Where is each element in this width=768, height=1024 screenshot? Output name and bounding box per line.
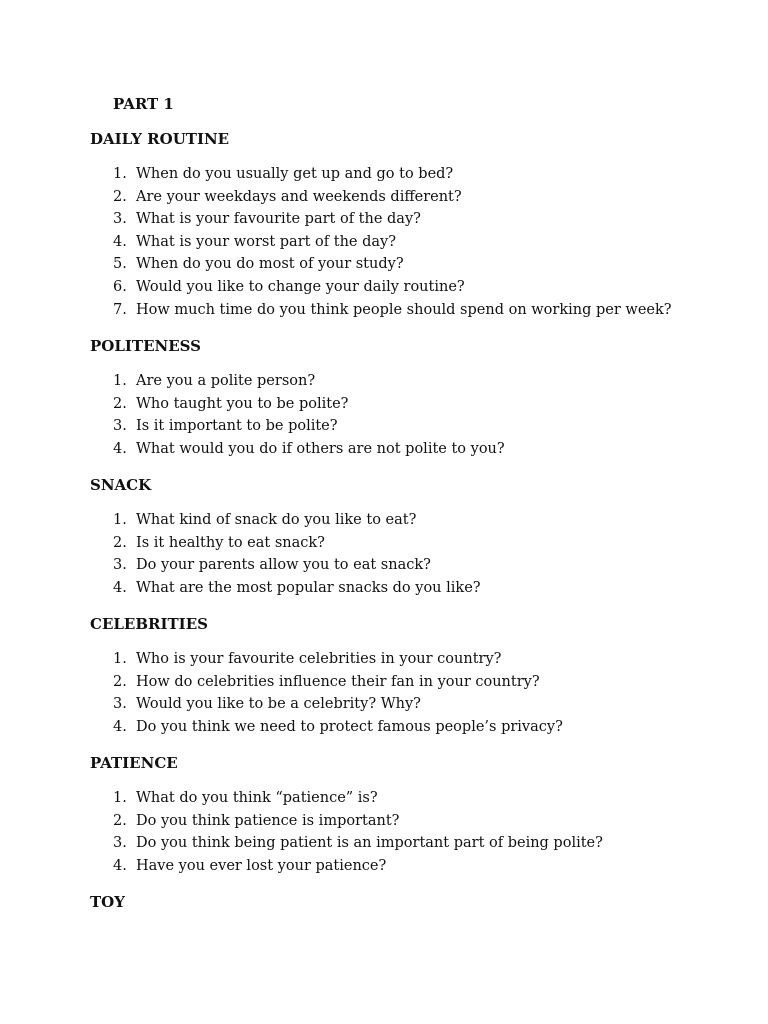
- question-number: 3.: [113, 696, 127, 713]
- question-number: 2.: [113, 395, 127, 412]
- question-text: Do you think being patient is an important part of being polite?: [136, 835, 603, 852]
- section-heading-toy: TOY: [90, 893, 125, 911]
- question-number: 1.: [113, 373, 127, 389]
- question-text: What is your favourite part of the day?: [136, 211, 421, 228]
- question-text: Who taught you to be polite?: [136, 395, 349, 412]
- question-text: When do you usually get up and go to bed?: [136, 166, 454, 182]
- question-number: 2.: [113, 534, 127, 551]
- question-text: Do you think we need to protect famous people’s privacy?: [136, 718, 563, 735]
- question-number: 4.: [113, 579, 127, 596]
- question-number: 4.: [113, 857, 127, 874]
- section-heading-politeness: POLITENESS: [90, 337, 201, 355]
- question-number: 3.: [113, 418, 127, 435]
- question-text: Is it healthy to eat snack?: [136, 534, 325, 551]
- question-text: Are your weekdays and weekends different?: [136, 188, 462, 205]
- question-text: What are the most popular snacks do you like?: [136, 579, 481, 596]
- section-heading-snack: SNACK: [90, 476, 152, 494]
- question-text: How do celebrities influence their fan in your country?: [136, 673, 540, 690]
- question-number: 4.: [113, 440, 127, 457]
- question-text: Have you ever lost your patience?: [136, 857, 387, 874]
- question-number: 3.: [113, 557, 127, 574]
- section-heading-daily-routine: DAILY ROUTINE: [90, 130, 230, 148]
- question-text: What do you think “patience” is?: [136, 790, 378, 806]
- question-number: 5.: [113, 256, 127, 273]
- question-number: 1.: [113, 166, 127, 182]
- question-number: 2.: [113, 812, 127, 829]
- question-number: 3.: [113, 835, 127, 852]
- question-number: 4.: [113, 718, 127, 735]
- question-number: 1.: [113, 512, 127, 528]
- question-text: Do your parents allow you to eat snack?: [136, 557, 431, 574]
- question-text: Are you a polite person?: [136, 373, 316, 389]
- question-text: What is your worst part of the day?: [136, 233, 397, 250]
- question-number: 1.: [113, 790, 127, 806]
- section-heading-celebrities: CELEBRITIES: [90, 615, 208, 633]
- question-number: 7.: [113, 301, 127, 318]
- question-text: How much time do you think people should spend on working per week?: [136, 301, 672, 318]
- question-text: What kind of snack do you like to eat?: [136, 512, 417, 528]
- section-heading-patience: PATIENCE: [90, 754, 178, 772]
- question-number: 3.: [113, 211, 127, 228]
- question-text: Would you like to be a celebrity? Why?: [136, 696, 421, 713]
- question-text: Is it important to be polite?: [136, 418, 338, 435]
- question-number: 2.: [113, 673, 127, 690]
- question-number: 4.: [113, 233, 127, 250]
- question-number: 6.: [113, 278, 127, 295]
- question-text: Would you like to change your daily routine?: [136, 278, 465, 295]
- question-text: Who is your favourite celebrities in your country?: [136, 651, 502, 667]
- question-text: When do you do most of your study?: [136, 256, 404, 273]
- question-number: 2.: [113, 188, 127, 205]
- question-text: What would you do if others are not polite to you?: [136, 440, 505, 457]
- question-number: 1.: [113, 651, 127, 667]
- question-text: Do you think patience is important?: [136, 812, 400, 829]
- part-title: PART 1: [113, 95, 174, 113]
